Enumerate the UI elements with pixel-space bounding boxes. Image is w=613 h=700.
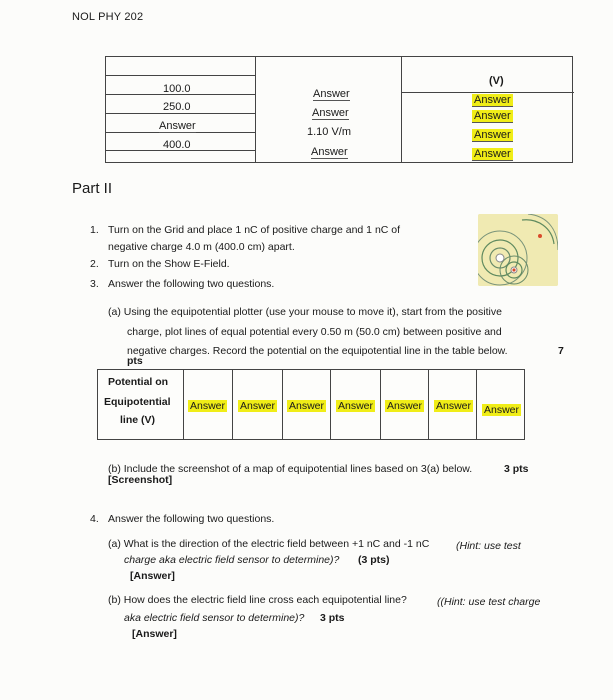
screenshot-placeholder: [Screenshot] bbox=[108, 474, 173, 486]
column-divider bbox=[428, 370, 429, 439]
equipotential-table bbox=[97, 369, 525, 440]
table-cell: Answer bbox=[159, 120, 196, 132]
instruction-text: (b) Include the screenshot of a map of equipotential lines based on 3(a) below. bbox=[108, 463, 473, 475]
hint-text: charge aka electric field sensor to determine)? bbox=[124, 554, 340, 566]
table-cell: Answer bbox=[474, 94, 511, 106]
instruction-text: charge, plot lines of equal potential every 0.50 m (50.0 cm) between positive and bbox=[127, 326, 502, 338]
answer-cell: Answer bbox=[289, 400, 325, 412]
instruction-text: Answer the following two questions. bbox=[108, 278, 275, 290]
column-divider bbox=[476, 370, 477, 439]
table-cell: Answer bbox=[311, 146, 348, 158]
list-number: 4. bbox=[90, 513, 99, 525]
course-header: NOL PHY 202 bbox=[72, 11, 144, 23]
answer-placeholder: [Answer] bbox=[132, 628, 177, 640]
column-divider bbox=[232, 370, 233, 439]
table-cell: Answer bbox=[474, 148, 511, 160]
table-cell: Answer bbox=[474, 129, 511, 141]
instruction-text: Turn on the Show E-Field. bbox=[108, 258, 230, 270]
row-divider bbox=[106, 75, 256, 76]
instruction-text: Answer the following two questions. bbox=[108, 513, 275, 525]
answer-cell: Answer bbox=[190, 400, 226, 412]
points-label: (3 pts) bbox=[358, 554, 390, 566]
points-label: 3 pts bbox=[504, 463, 529, 475]
table-cell: 100.0 bbox=[163, 83, 191, 95]
instruction-text: negative charge 4.0 m (400.0 cm) apart. bbox=[108, 241, 295, 253]
list-number: 1. bbox=[90, 224, 99, 236]
equipotential-image bbox=[478, 214, 558, 286]
answer-cell: Answer bbox=[436, 400, 472, 412]
table-cell: Answer bbox=[312, 107, 349, 119]
table-cell: Answer bbox=[474, 110, 511, 122]
points-label: 3 pts bbox=[320, 612, 345, 624]
list-number: 2. bbox=[90, 258, 99, 270]
table-cell: 1.10 V/m bbox=[307, 126, 352, 138]
table-cell: 250.0 bbox=[163, 101, 191, 113]
question-text: (b) How does the electric field line cross each equipotential line? bbox=[108, 594, 407, 606]
instruction-text: Turn on the Grid and place 1 nC of positive charge and 1 nC of bbox=[108, 224, 401, 236]
points-label: 7 bbox=[558, 345, 564, 357]
instruction-text: negative charges. Record the potential on the equipotential line in the table below. bbox=[127, 345, 508, 357]
table-label-cell bbox=[98, 370, 184, 439]
points-label: pts bbox=[127, 355, 143, 367]
table-label: Equipotential bbox=[104, 396, 171, 408]
table-cell: 400.0 bbox=[163, 139, 191, 151]
row-divider bbox=[106, 113, 256, 114]
table-label: Potential on bbox=[108, 376, 169, 388]
answer-cell: Answer bbox=[387, 400, 423, 412]
answer-placeholder: [Answer] bbox=[130, 570, 175, 582]
section-title: Part II bbox=[72, 180, 113, 197]
table-label: line (V) bbox=[120, 414, 156, 426]
column-divider bbox=[380, 370, 381, 439]
table-header-cell: (V) bbox=[489, 75, 504, 87]
answer-cell: Answer bbox=[484, 404, 520, 416]
simulation-thumbnail bbox=[478, 214, 558, 286]
table-cell: Answer bbox=[313, 88, 350, 100]
hint-text: ((Hint: use test charge bbox=[437, 596, 541, 608]
row-divider bbox=[402, 92, 574, 93]
question-text: (a) What is the direction of the electric field between +1 nC and -1 nC bbox=[108, 538, 430, 550]
hint-text: aka electric field sensor to determine)? bbox=[124, 612, 305, 624]
answer-cell: Answer bbox=[338, 400, 374, 412]
hint-text: (Hint: use test bbox=[456, 540, 521, 552]
instruction-text: (a) Using the equipotential plotter (use your mouse to move it), start from the positive bbox=[108, 306, 502, 318]
list-number: 3. bbox=[90, 278, 99, 290]
results-table bbox=[105, 56, 573, 163]
column-divider bbox=[282, 370, 283, 439]
column-divider bbox=[330, 370, 331, 439]
answer-cell: Answer bbox=[240, 400, 276, 412]
